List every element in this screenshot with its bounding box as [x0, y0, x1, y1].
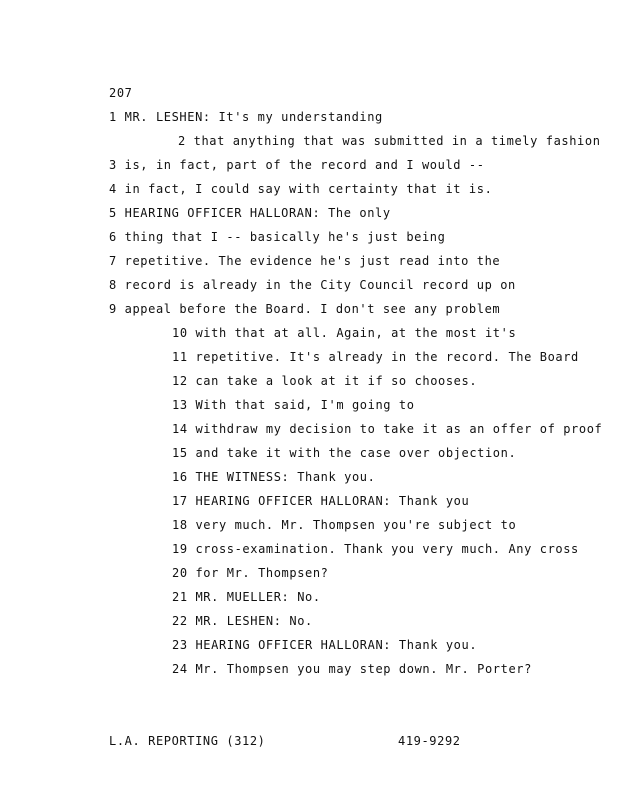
transcript-line: 6 thing that I -- basically he's just being [109, 230, 446, 244]
transcript-line: 13 With that said, I'm going to [172, 398, 415, 412]
transcript-line: 1 MR. LESHEN: It's my understanding [109, 110, 383, 124]
transcript-line: 12 can take a look at it if so chooses. [172, 374, 478, 388]
transcript-line: 17 HEARING OFFICER HALLORAN: Thank you [172, 494, 470, 508]
transcript-line: 15 and take it with the case over objection. [172, 446, 517, 460]
transcript-line: 14 withdraw my decision to take it as an offer of proof [172, 422, 603, 436]
page-number: 207 [109, 86, 133, 100]
transcript-line: 11 repetitive. It's already in the record. The Board [172, 350, 579, 364]
transcript-line: 3 is, in fact, part of the record and I would -- [109, 158, 485, 172]
transcript-line: 10 with that at all. Again, at the most it's [172, 326, 517, 340]
transcript-line: 19 cross-examination. Thank you very much. Any cross [172, 542, 579, 556]
transcript-line: 22 MR. LESHEN: No. [172, 614, 313, 628]
transcript-line: 2 that anything that was submitted in a timely fashion [178, 134, 601, 148]
transcript-line: 18 very much. Mr. Thompsen you're subject to [172, 518, 517, 532]
transcript-line: 4 in fact, I could say with certainty that it is. [109, 182, 493, 196]
transcript-line: 5 HEARING OFFICER HALLORAN: The only [109, 206, 391, 220]
footer-phone: 419-9292 [398, 734, 461, 748]
transcript-line: 23 HEARING OFFICER HALLORAN: Thank you. [172, 638, 478, 652]
transcript-line: 24 Mr. Thompsen you may step down. Mr. Porter? [172, 662, 532, 676]
transcript-line: 9 appeal before the Board. I don't see any problem [109, 302, 501, 316]
transcript-line: 8 record is already in the City Council record up on [109, 278, 516, 292]
transcript-line: 7 repetitive. The evidence he's just read into the [109, 254, 501, 268]
transcript-line: 20 for Mr. Thompsen? [172, 566, 329, 580]
transcript-line: 21 MR. MUELLER: No. [172, 590, 321, 604]
footer-reporter: L.A. REPORTING (312) [109, 734, 266, 748]
transcript-line: 16 THE WITNESS: Thank you. [172, 470, 376, 484]
